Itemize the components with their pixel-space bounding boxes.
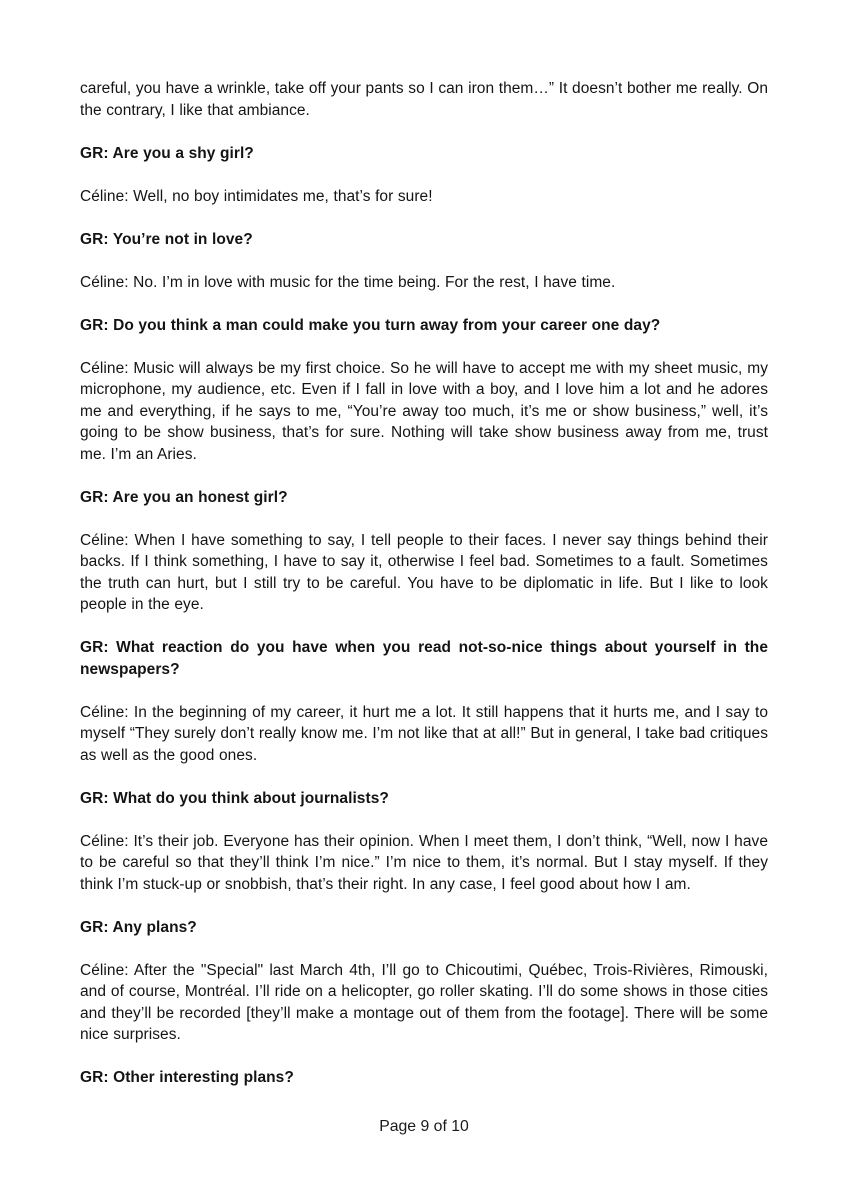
interview-question: GR: Are you a shy girl? — [80, 144, 254, 162]
interview-question: GR: Any plans? — [80, 918, 197, 936]
interview-question: GR: What do you think about journalists? — [80, 789, 389, 807]
interview-question: GR: Other interesting plans? — [80, 1069, 294, 1086]
interview-question: GR: Are you an honest girl? — [80, 488, 288, 506]
interview-text-column — [80, 78, 768, 1110]
interview-answer: Céline: When I have something to say, I tell people to their faces. I never say things behind their backs. If I think something, I have to say it, otherwise I feel bad. Sometimes to a fault. Sometimes the truth can hurt, but I still try to be careful. You have to be diplomatic in life. But I like to look people in the eye. — [80, 531, 768, 613]
body-paragraph: careful, you have a wrinkle, take off your pants so I can iron them…” It doesn’t bother me really. On the contrary, I like that ambiance. — [80, 80, 768, 119]
interview-answer: Céline: It’s their job. Everyone has their opinion. When I meet them, I don’t think, “Well, now I have to be careful so that they’ll think I’m nice.” I’m nice to them, it’s normal. But I stay myself. If they think I’m stuck-up or snobbish, that’s their right. In any case, I feel good about how I am. — [80, 832, 768, 893]
interview-answer: Céline: Music will always be my first choice. So he will have to accept me with my sheet music, my microphone, my audience, etc. Even if I fall in love with a boy, and I love him a lot and he adores me and everything, if he says to me, “You’re away too much, it’s me or show business,” well, it’s going to be show business, that’s for sure. Nothing will take show business away from me, trust me. I’m an Aries. — [80, 359, 768, 463]
interview-answer: Céline: No. I’m in love with music for the time being. For the rest, I have time. — [80, 273, 616, 291]
interview-question: GR: You’re not in love? — [80, 230, 253, 248]
interview-answer: Céline: In the beginning of my career, it hurt me a lot. It still happens that it hurts me, and I say to myself “They surely don’t really know me. I’m not like that at all!” But in general, I take bad critiques as well as the good ones. — [80, 703, 768, 764]
page-number: Page 9 of 10 — [379, 1118, 469, 1135]
interview-question: GR: Do you think a man could make you turn away from your career one day? — [80, 316, 661, 334]
interview-answer: Céline: After the "Special" last March 4th, I’ll go to Chicoutimi, Québec, Trois-Rivières, Rimouski, and of course, Montréal. I’ll ride on a helicopter, go roller skating. I’ll do some shows in those cities and they’ll be recorded [they’ll make a montage out of them from the footage]. There will be some nice surprises. — [80, 961, 768, 1043]
interview-question: GR: What reaction do you have when you read not-so-nice things about yourself in the newspapers? — [80, 639, 768, 678]
interview-answer: Céline: Well, no boy intimidates me, that’s for sure! — [80, 187, 433, 205]
